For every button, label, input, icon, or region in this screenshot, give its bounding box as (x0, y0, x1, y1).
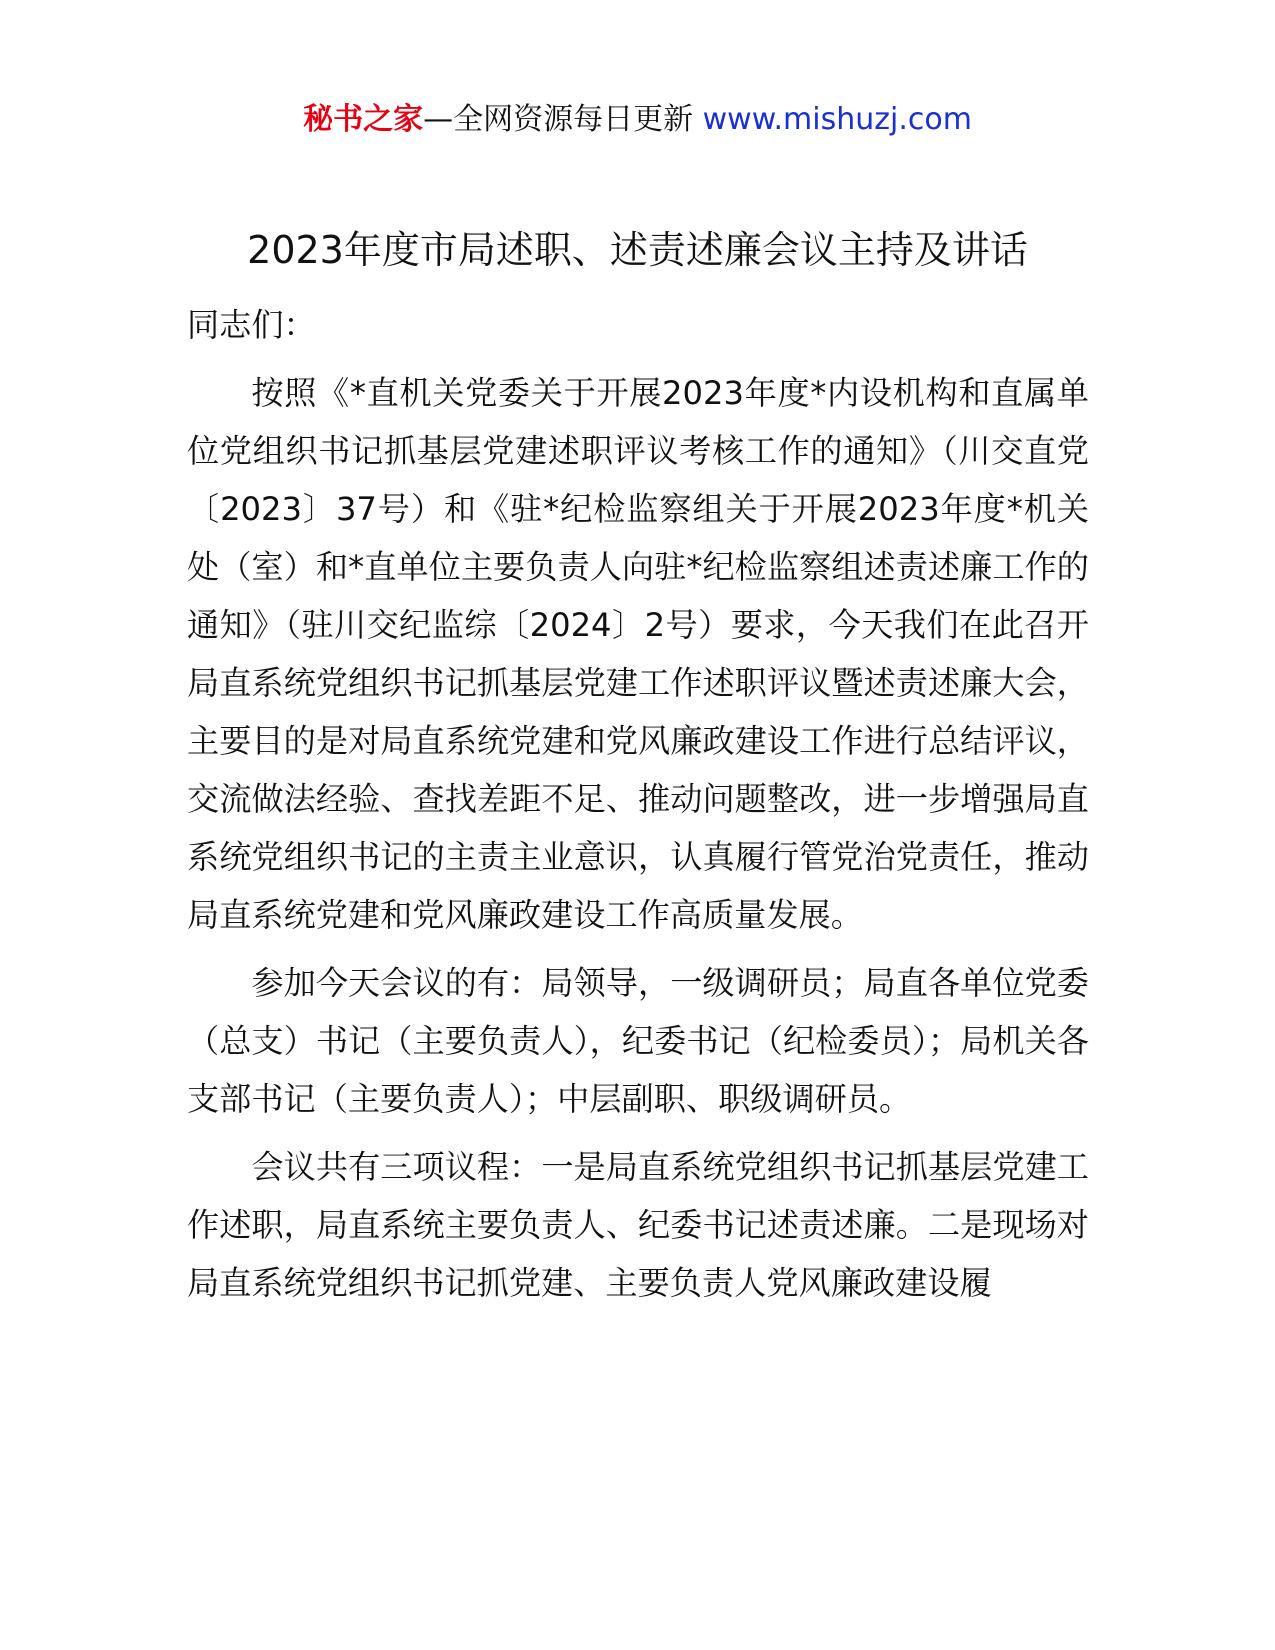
paragraph-2: 参加今天会议的有：局领导，一级调研员；局直各单位党委（总支）书记（主要负责人），纪委书记（纪检委员）；局机关各支部书记（主要负责人）；中层副职、职级调研员。 (187, 964, 1089, 1118)
paragraph-1: 按照《*直机关党委关于开展2023年度*内设机构和直属单位党组织书记抓基层党建述职评议考核工作的通知》（川交直党〔2023〕37号）和《驻*纪检监察组关于开展2023年度*机关处（室）和*直单位主要负责人向驻*纪检监察组述责述廉工作的通知》（驻川交纪监综〔2024〕2号）要求，今天我们在此召开局直系统党组织书记抓基层党建工作述职评议暨述责述廉大会，主要目的是对局直系统党建和党风廉政建设工作进行总结评议，交流做法经验、查找差距不足、推动问题整改，进一步增强局直系统党组织书记的主责主业意识，认真履行管党治党责任，推动局直系统党建和党风廉政建设工作高质量发展。 (187, 374, 1089, 934)
document-body (187, 296, 1089, 1322)
site-url-link[interactable]: www.mishuzj.com (702, 102, 972, 137)
document-title: 2023年度市局述职、述责述廉会议主持及讲话 (247, 228, 1028, 272)
header-tagline: —全网资源每日更新 (423, 102, 703, 137)
site-header (0, 98, 1275, 142)
salutation: 同志们： (187, 306, 316, 344)
brand-name: 秘书之家 (303, 102, 424, 137)
paragraph-3: 会议共有三项议程：一是局直系统党组织书记抓基层党建工作述职，局直系统主要负责人、纪委书记述责述廉。二是现场对局直系统党组织书记抓党建、主要负责人党风廉政建设履 (187, 1148, 1089, 1302)
